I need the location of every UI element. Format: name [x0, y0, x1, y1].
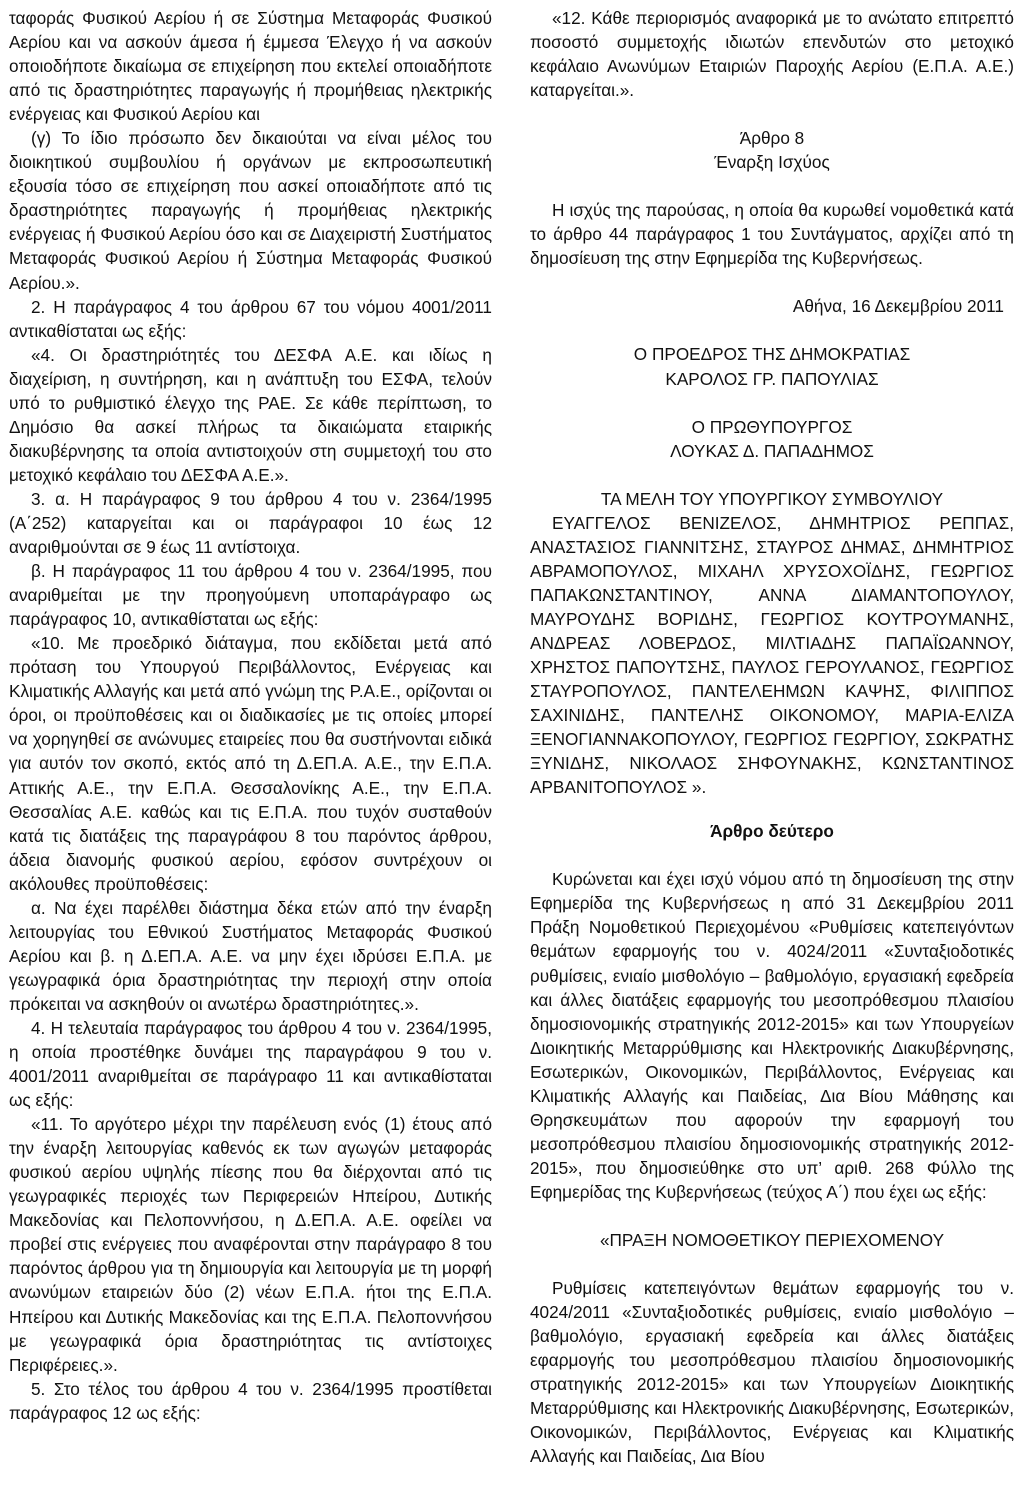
act-heading: «ΠΡΑΞΗ ΝΟΜΟΘΕΤΙΚΟΥ ΠΕΡΙΕΧΟΜΕΝΟΥ [599, 1229, 945, 1250]
president-title: Ο ΠΡΟΕΔΡΟΣ ΤΗΣ ΔΗΜΟΚΡΑΤΙΑΣ [633, 344, 911, 365]
paragraph: «4. Οι δραστηριότητές του ΔΕΣΦΑ Α.Ε. και ιδίως η διαχείριση, η συντήρηση, και η ανάπτυξη του ΕΣΦΑ, τελούν υπό το ρυθμιστικό έλεγχο της ΡΑΕ. Σε κάθε περίπτωση, το Δημόσιο θα ασκεί πλήρως τα δικαιώματα εταιρικής διακυβέρνησης τα οποία αντιστοιχούν στη συμμετοχή του στο μετοχικό κεφάλαιο του ΔΕΣΦΑ Α.Ε.». [9, 344, 492, 485]
cabinet-members: ΕΥΑΓΓΕΛΟΣ ΒΕΝΙΖΕΛΟΣ, ΔΗΜΗΤΡΙΟΣ ΡΕΠΠΑΣ, ΑΝΑΣΤΑΣΙΟΣ ΓΙΑΝΝΙΤΣΗΣ, ΣΤΑΥΡΟΣ ΔΗΜΑΣ, ΔΗΜΗΤΡΙΟΣ ΑΒΡΑΜΟΠΟΥΛΟΣ, ΜΙΧΑΗΛ ΧΡΥΣΟΧΟΪΔΗΣ, ΓΕΩΡΓΙΟΣ ΠΑΠΑΚΩΝΣΤΑΝΤΙΝΟΥ, ΑΝΝΑ ΔΙΑΜΑΝΤΟΠΟΥΛΟΥ, ΜΑΥΡΟΥΔΗΣ ΒΟΡΙΔΗΣ, ΓΕΩΡΓΙΟΣ ΚΟΥΤΡΟΥΜΑΝΗΣ, ΑΝΔΡΕΑΣ ΛΟΒΕΡΔΟΣ, ΜΙΛΤΙΑΔΗΣ ΠΑΠΑΪΩΑΝΝΟΥ, ΧΡΗΣΤΟΣ ΠΑΠΟΥΤΣΗΣ, ΠΑΥΛΟΣ ΓΕΡΟΥΛΑΝΟΣ, ΓΕΩΡΓΙΟΣ ΣΤΑΥΡΟΠΟΥΛΟΣ, ΠΑΝΤΕΛΕΗΜΩΝ ΚΑΨΗΣ, ΦΙΛΙΠΠΟΣ ΣΑΧΙΝΙΔΗΣ, ΠΑΝΤΕΛΗΣ ΟΙΚΟΝΟΜΟΥ, ΜΑΡΙΑ-ΕΛΙΖΑ ΞΕΝΟΓΙΑΝΝΑΚΟΠΟΥΛΟΥ, ΓΕΩΡΓΙΟΣ ΓΕΩΡΓΙΟΥ, ΣΩΚΡΑΤΗΣ ΞΥΝΙΔΗΣ, ΝΙΚΟΛΑΟΣ ΣΗΦΟΥΝΑΚΗΣ, ΚΩΝΣΤΑΝΤΙΝΟΣ ΑΡΒΑΝΙΤΟΠΟΥΛΟΣ ». [530, 512, 1014, 798]
article-8-title: Άρθρο 8 [739, 128, 805, 149]
paragraph: ταφοράς Φυσικού Αερίου ή σε Σύστημα Μεταφοράς Φυσικού Αερίου και να ασκούν άμεσα ή έμμεσα Έλεγχο ή να ασκούν οποιοδήποτε δικαίωμα σε επιχείρηση που εκτελεί οποιαδήποτε από τις δραστηριότητες παραγωγής ή προμήθειας ηλεκτρικής ενέργειας και Φυσικού Αερίου και [9, 8, 492, 125]
date-line: Αθήνα, 16 Δεκεμβρίου 2011 [792, 296, 1004, 317]
paragraph: Ρυθμίσεις κατεπειγόντων θεμάτων εφαρμογής του ν. 4024/2011 «Συνταξιοδοτικές ρυθμίσεις, ενιαίο μισθολόγιο – βαθμολόγιο, εργασιακή εφεδρεία και άλλες διατάξεις εφαρμογής του μεσοπρόθεσμου πλαισίου δημοσιονομικής στρατηγικής 2012-2015» και των Υπουργείων Διοικητικής Μεταρρύθμισης και Ηλεκτρονικής Διακυβέρνησης, Εσωτερικών, Οικονομικών, Περιβάλλοντος, Ενέργειας και Κλιματικής Αλλαγής και Παιδείας, Δια Βίου [530, 1278, 1014, 1467]
paragraph: 3. α. Η παράγραφος 9 του άρθρου 4 του ν. 2364/1995 (Α΄252) καταργείται και οι παράγραφοι 10 έως 12 αναριθμούνται σε 9 έως 11 αντίστοιχα. [9, 488, 492, 558]
paragraph: (γ) Το ίδιο πρόσωπο δεν δικαιούται να είναι μέλος του διοικητικού συμβουλίου ή οργάνων με εκπροσωπευτική εξουσία τόσο σε επιχείρηση που ασκεί οποιαδήποτε από τις δραστηριότητες παραγωγής ή προμήθειας ηλεκτρικής ενέργειας ή Φυσικού Αερίου όσο και σε Διαχειριστή Συστήματος Μεταφοράς Φυσικού Αερίου ή Σύστημα Μεταφοράς Φυσικού Αερίου.». [9, 128, 492, 293]
article-2-title: Άρθρο δεύτερο [710, 821, 834, 842]
paragraph: «12. Κάθε περιορισμός αναφορικά με το ανώτατο επιτρεπτό ποσοστό συμμετοχής ιδιωτών επενδυτών στο μετοχικό κεφάλαιο Ανωνύμων Εταιριών Παροχής Αερίου (Ε.Π.Α. Α.Ε.) καταργείται.». [530, 8, 1014, 101]
president-name: ΚΑΡΟΛΟΣ ΓΡ. ΠΑΠΟΥΛΙΑΣ [665, 368, 879, 389]
paragraph: «10. Με προεδρικό διάταγμα, που εκδίδεται μετά από πρόταση του Υπουργού Περιβάλλοντος, Ενέργειας και Κλιματικής Αλλαγής και μετά από γνώμη της Ρ.Α.Ε., ορίζονται οι όροι, οι προϋποθέσεις και οι διαδικασίες με τις οποίες μπορεί να χορηγηθεί σε ανώνυμες εταιρείες που θα συστήνονται ειδικά για αυτόν τον σκοπό, εκτός από τη Δ.ΕΠ.Α. Α.Ε., την Ε.Π.Α. Αττικής Α.Ε., την Ε.Π.Α. Θεσσαλονίκης Α.Ε., την Ε.Π.Α. Θεσσαλίας Α.Ε. καθώς και τις Ε.Π.Α. που τυχόν συσταθούν κατά τις διατάξεις της παραγράφου 8 του παρόντος άρθρου, άδεια διανομής φυσικού αερίου, εφόσον συντρέχουν οι ακόλουθες προϋποθέσεις: [9, 633, 492, 894]
paragraph: 5. Στο τέλος του άρθρου 4 του ν. 2364/1995 προστίθεται παράγραφος 12 ως εξής: [9, 1378, 492, 1423]
paragraph: «11. Το αργότερο μέχρι την παρέλευση ενός (1) έτους από την έναρξη λειτουργίας καθενός εκ των αγωγών μεταφοράς φυσικού αερίου υψηλής πίεσης που θα διέρχονται από τις γεωγραφικές περιοχές των Περιφερειών Ηπείρου, Δυτικής Μακεδονίας και Πελοποννήσου, η Δ.ΕΠ.Α. Α.Ε. οφείλει να προβεί στις ενέργειες που αναφέρονται στην παράγραφο 8 του παρόντος άρθρου για τη δημιουργία και λειτουργία με τη μορφή ανωνύμων εταιρειών δύο (2) νέων Ε.Π.Α. ήτοι της Ε.Π.Α. Ηπείρου και Δυτικής Μακεδονίας και της Ε.Π.Α. Πελοποννήσου με γεωγραφικά όρια δραστηριότητας τις αντίστοιχες Περιφέρειες.». [9, 1114, 492, 1375]
paragraph: β. Η παράγραφος 11 του άρθρου 4 του ν. 2364/1995, που αναριθμείται με την προηγούμενη υποπαράγραφο ως παράγραφος 10, αντικαθίσταται ως εξής: [9, 561, 492, 630]
paragraph: α. Να έχει παρέλθει διάστημα δέκα ετών από την έναρξη λειτουργίας του Εθνικού Συστήματος Μεταφοράς Φυσικού Αερίου και β. η Δ.ΕΠ.Α. Α.Ε. να μην έχει ιδρύσει Ε.Π.Α. με γεωγραφικά όρια δραστηριότητας την περιοχή στην οποία πρόκειται να ασκηθούν οι ανωτέρω δραστηριότητες.». [9, 897, 492, 1014]
right-column [530, 6, 1014, 1468]
paragraph: Η ισχύς της παρούσας, η οποία θα κυρωθεί νομοθετικά κατά το άρθρο 44 παράγραφος 1 του Συντάγματος, αρχίζει από τη δημοσίευση της στην Εφημερίδα της Κυβερνήσεως. [530, 200, 1014, 269]
paragraph: 2. Η παράγραφος 4 του άρθρου 67 του νόμου 4001/2011 αντικαθίσταται ως εξής: [9, 296, 492, 341]
prime-minister-title: Ο ΠΡΩΘΥΠΟΥΡΓΟΣ [691, 416, 853, 437]
left-column [9, 6, 492, 1425]
cabinet-title: ΤΑ ΜΕΛΗ ΤΟΥ ΥΠΟΥΡΓΙΚΟΥ ΣΥΜΒΟΥΛΙΟΥ [600, 488, 944, 509]
paragraph: 4. Η τελευταία παράγραφος του άρθρου 4 του ν. 2364/1995, η οποία προστέθηκε δυνάμει της παραγράφου 9 του ν. 4001/2011 αναριθμείται σε παράγραφο 11 και αντικαθίσταται ως εξής: [9, 1017, 492, 1111]
prime-minister-name: ΛΟΥΚΑΣ Δ. ΠΑΠΑΔΗΜΟΣ [670, 440, 874, 461]
paragraph: Κυρώνεται και έχει ισχύ νόμου από τη δημοσίευση της στην Εφημερίδα της Κυβερνήσεως η από 31 Δεκεμβρίου 2011 Πράξη Νομοθετικού Περιεχομένου «Ρυθμίσεις κατεπειγόντων θεμάτων εφαρμογής του ν. 4024/2011 «Συνταξιοδοτικές ρυθμίσεις, ενιαίο μισθολόγιο – βαθμολόγιο, εργασιακή εφεδρεία και άλλες διατάξεις εφαρμογής του μεσοπρόθεσμου πλαισίου δημοσιονομικής στρατηγικής 2012-2015» και των Υπουργείων Διοικητικής Μεταρρύθμισης και Ηλεκτρονικής Διακυβέρνησης, Εσωτερικών, Οικονομικών, Περιβάλλοντος, Ενέργειας και Κλιματικής Αλλαγής και Παιδείας, Δια Βίου Μάθησης και Θρησκευμάτων που αφορούν την εφαρμογή του μεσοπρόθεσμου πλαισίου δημοσιονομικής στρατηγικής 2012-2015», που δημοσιεύθηκε στο υπ’ αριθ. 268 Φύλλο της Εφημερίδας της Κυβερνήσεως (τεύχος Α΄) που έχει ως εξής: [530, 869, 1014, 1202]
article-8-subtitle: Έναρξη Ισχύος [714, 152, 830, 173]
